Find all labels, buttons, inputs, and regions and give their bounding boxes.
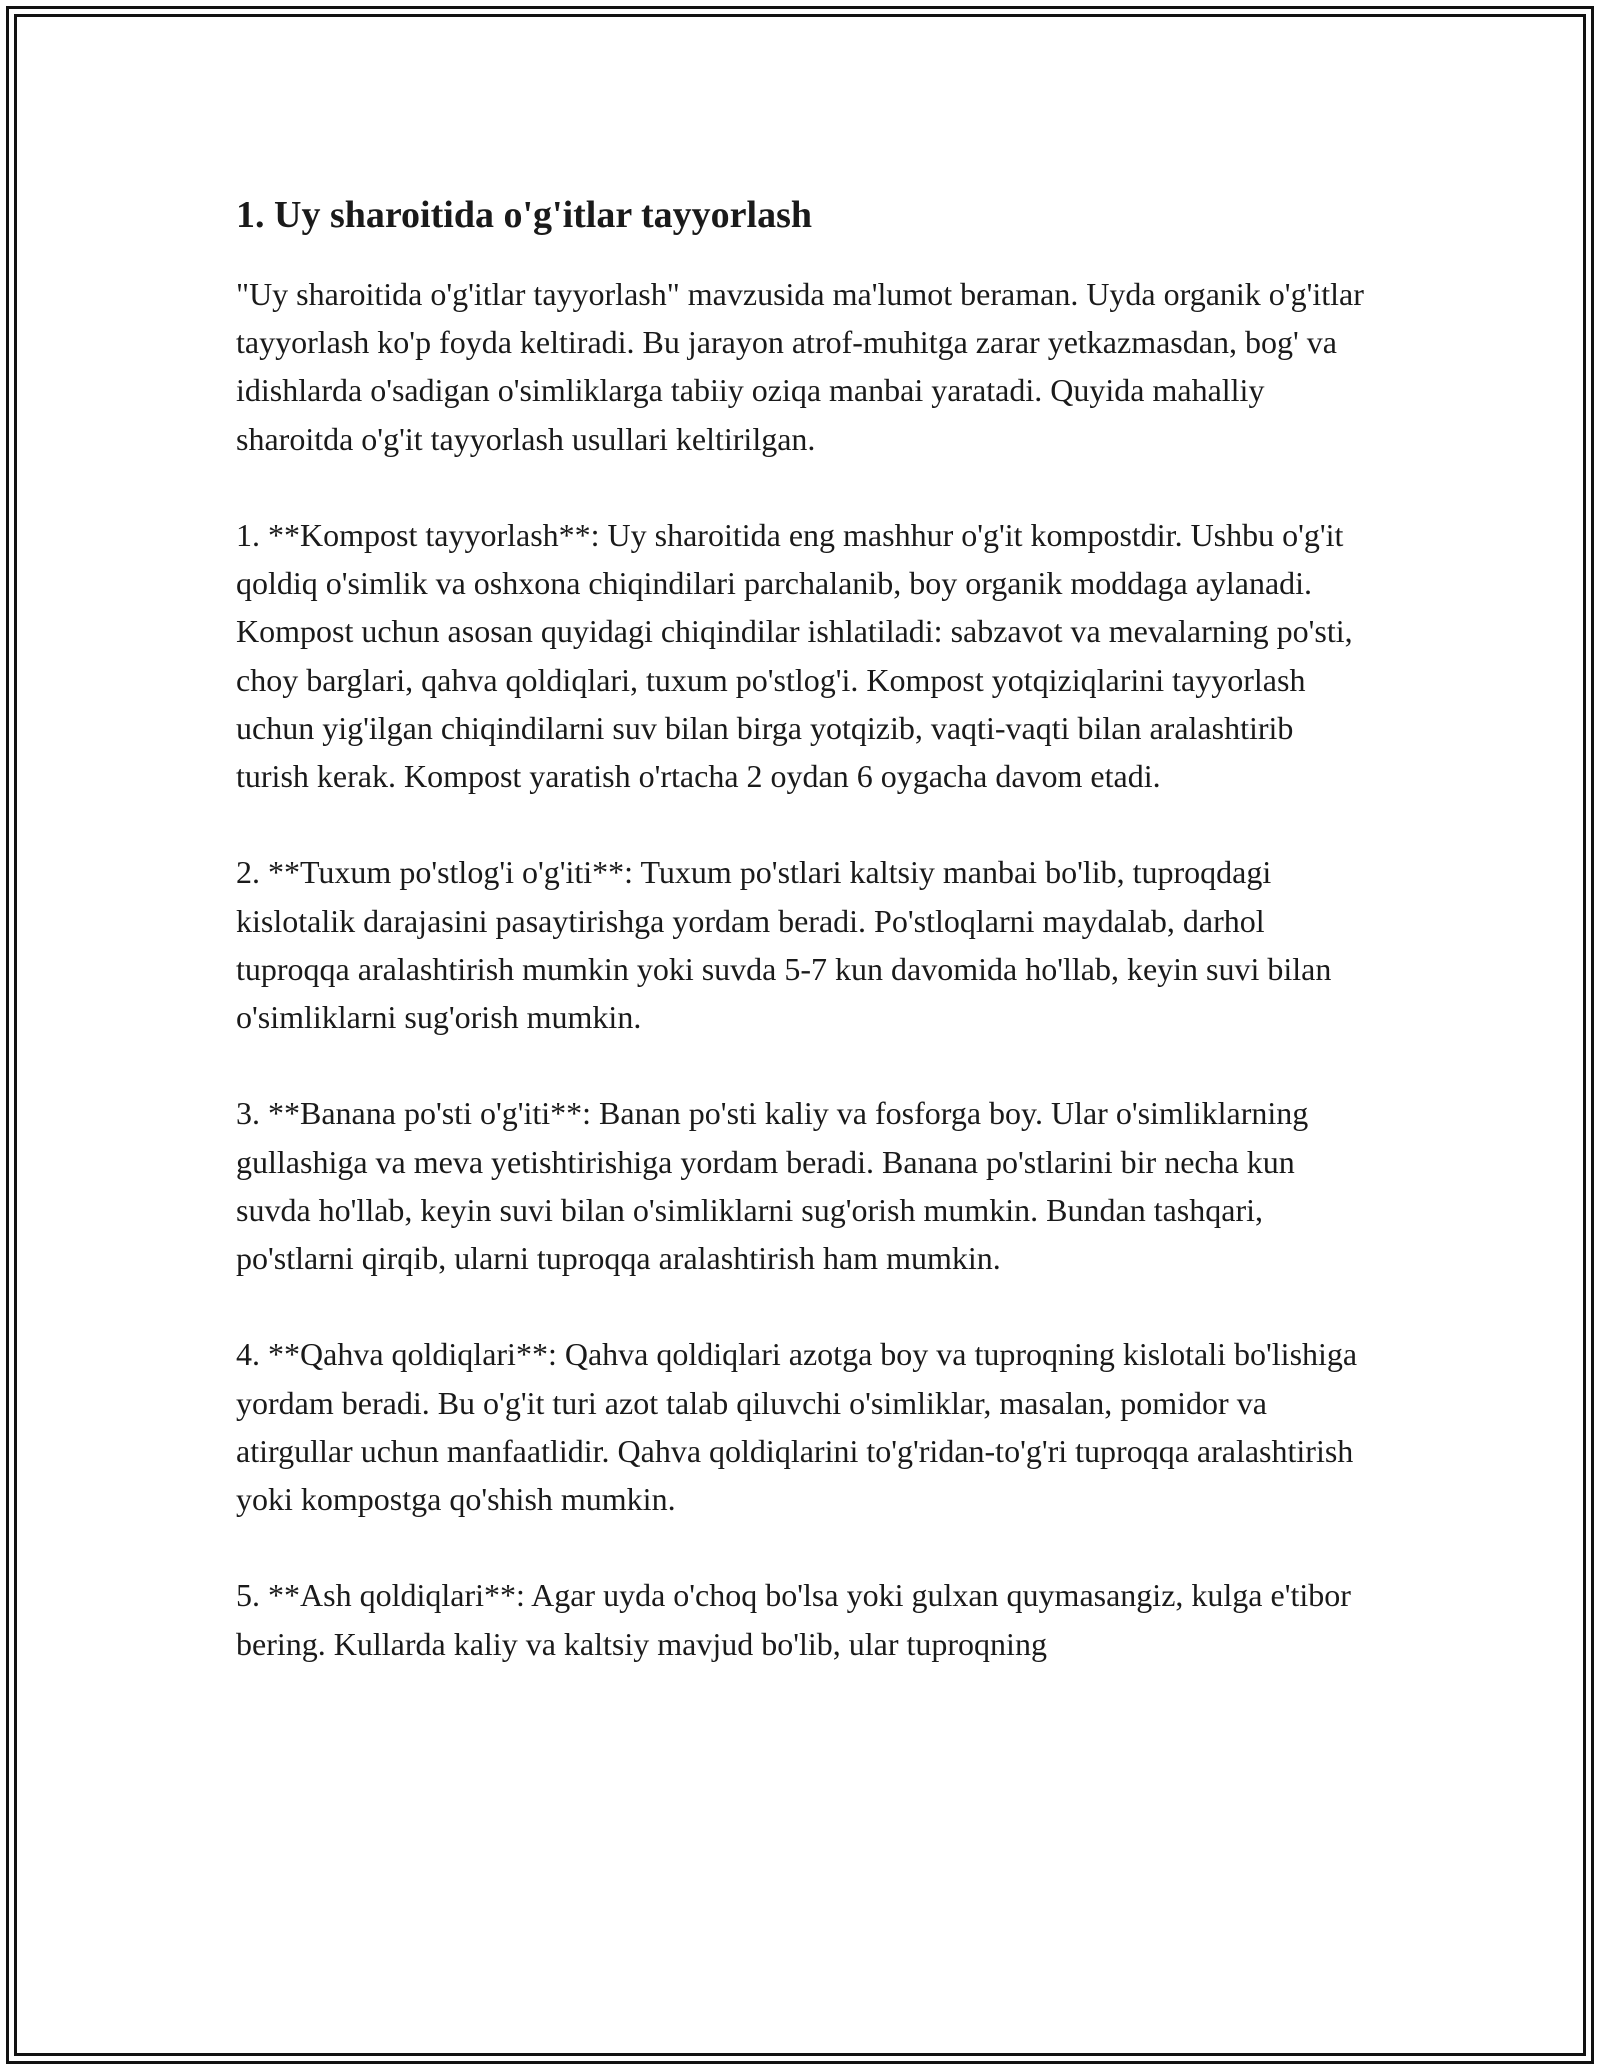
document-body (236, 186, 1366, 1668)
paragraph-ash-qoldiqlari: 5. **Ash qoldiqlari**: Agar uyda o'choq bo'lsa yoki gulxan quymasangiz, kulga e'tibor bering. Kullarda kaliy va kaltsiy mavjud bo'lib, ular tuproqning (236, 1577, 1351, 1662)
paragraph-banana-posti: 3. **Banana po'sti o'g'iti**: Banan po'sti kaliy va fosforga boy. Ular o'simliklarning gullashiga va meva yetishtirishiga yordam beradi. Banana po'stlarini bir necha kun suvda ho'llab, keyin suvi bilan o'simliklarni sug'orish mumkin. Bundan tashqari, po'stlarni qirqib, ularni tuproqqa aralashtirish ham mumkin. (236, 1095, 1309, 1277)
paragraph-intro: "Uy sharoitida o'g'itlar tayyorlash" mavzusida ma'lumot beraman. Uyda organik o'g'itlar tayyorlash ko'p foyda keltiradi. Bu jarayon atrof-muhitga zarar yetkazmasdan, bog' va idishlarda o'sadigan o'simliklarga tabiiy oziqa manbai yaratadi. Quyida mahalliy sharoitda o'g'it tayyorlash usullari keltirilgan. (236, 276, 1364, 457)
paragraph-tuxum-postlogi: 2. **Tuxum po'stlog'i o'g'iti**: Tuxum po'stlari kaltsiy manbai bo'lib, tuproqdagi kislotalik darajasini pasaytirishga yordam beradi. Po'stloqlarni maydalab, darhol tuproqqa aralashtirish mumkin yoki suvda 5-7 kun davomida ho'llab, keyin suvi bilan o'simliklarni sug'orish mumkin. (236, 854, 1332, 1036)
paragraph-qahva-qoldiqlari: 4. **Qahva qoldiqlari**: Qahva qoldiqlari azotga boy va tuproqning kislotali bo'lishiga yordam beradi. Bu o'g'it turi azot talab qiluvchi o'simliklar, masalan, pomidor va atirgullar uchun manfaatlidir. Qahva qoldiqlarini to'g'ridan-to'g'ri tuproqqa aralashtirish yoki kompostga qo'shish mumkin. (236, 1336, 1358, 1518)
paragraph-kompost: 1. **Kompost tayyorlash**: Uy sharoitida eng mashhur o'g'it kompostdir. Ushbu o'g'it qoldiq o'simlik va oshxona chiqindilari parchalanib, boy organik moddaga aylanadi. Kompost uchun asosan quyidagi chiqindilar ishlatiladi: sabzavot va mevalarning po'sti, choy barglari, qahva qoldiqlari, tuxum po'stlog'i. Kompost yotqiziqlarini tayyorlash uchun yig'ilgan chiqindilarni suv bilan birga yotqizib, vaqti-vaqti bilan aralashtirib turish kerak. Kompost yaratish o'rtacha 2 oydan 6 oygacha davom etadi. (236, 517, 1353, 795)
document-title: 1. Uy sharoitida o'g'itlar tayyorlash (236, 194, 813, 236)
